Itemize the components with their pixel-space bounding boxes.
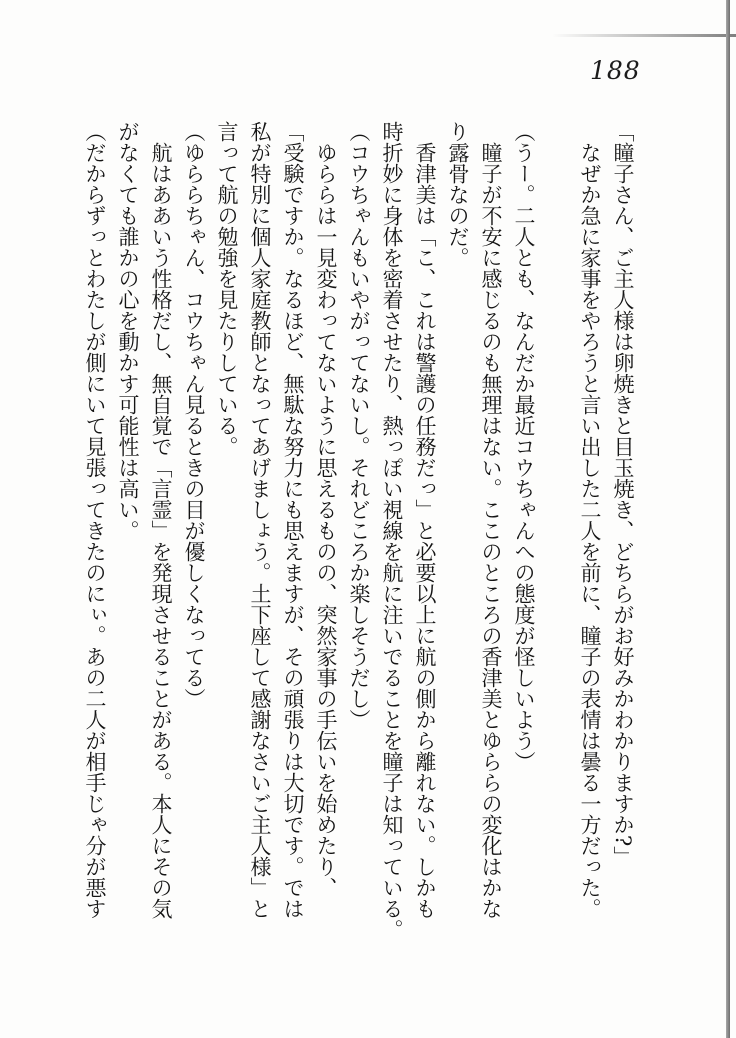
text-line: 私が特別に個人家庭教師となってあげましょう。土下座して感謝なさいご主人様」と: [248, 121, 272, 919]
text-line: ゆららは一見変わってないように思えるものの、突然家事の手伝いを始めたり、: [314, 142, 338, 898]
page-number: 188: [590, 56, 641, 85]
text-line: 航はああいう性格だし、無自覚で「言霊」を発現させることがある。本人にその気: [149, 142, 173, 919]
text-line: （だからずっとわたしが側にいて見張ってきたのにぃ。あの二人が相手じゃ分が悪す: [83, 121, 107, 919]
scan-edge-top-shadow: [552, 34, 736, 37]
text-line: なぜか急に家事をやろうと言い出した二人を前に、瞳子の表情は曇る一方だった。: [578, 142, 602, 919]
text-line: 「受験ですか。なるほど、無駄な努力にも思えますが、その頑張りは大切です。では: [281, 121, 305, 919]
text-line: 時折妙に身体を密着させたり、熱っぽい視線を航に注いでることを瞳子は知っている。: [380, 121, 404, 940]
text-line: （うー。二人とも、なんだか最近コウちゃんへの態度が怪しいよう）: [512, 121, 536, 772]
text-line: 瞳子が不安に感じるのも無理はない。ここのところの香津美とゆららの変化はかな: [479, 142, 503, 919]
text-line: 香津美は「こ、これは警護の任務だっ」と必要以上に航の側から離れない。しかも: [413, 142, 437, 919]
text-line: （コウちゃんもいやがってないし。それどころか楽しそうだし）: [347, 121, 371, 730]
text-line: り露骨なのだ。: [446, 121, 470, 268]
text-block: [78, 121, 639, 953]
text-line: 「瞳子さん、ご主人様は卵焼きと目玉焼き、どちらがお好みかわかりますか?」: [611, 121, 635, 868]
text-line: 言って航の勉強を見たりしている。: [215, 121, 239, 457]
text-line: （ゆららちゃん、コウちゃん見るときの目が優しくなってる）: [182, 121, 206, 709]
text-line: がなくても誰かの心を動かす可能性は高い。: [116, 121, 140, 541]
blank-line: [540, 121, 573, 953]
scan-edge-right-shadow: [726, 0, 730, 1038]
